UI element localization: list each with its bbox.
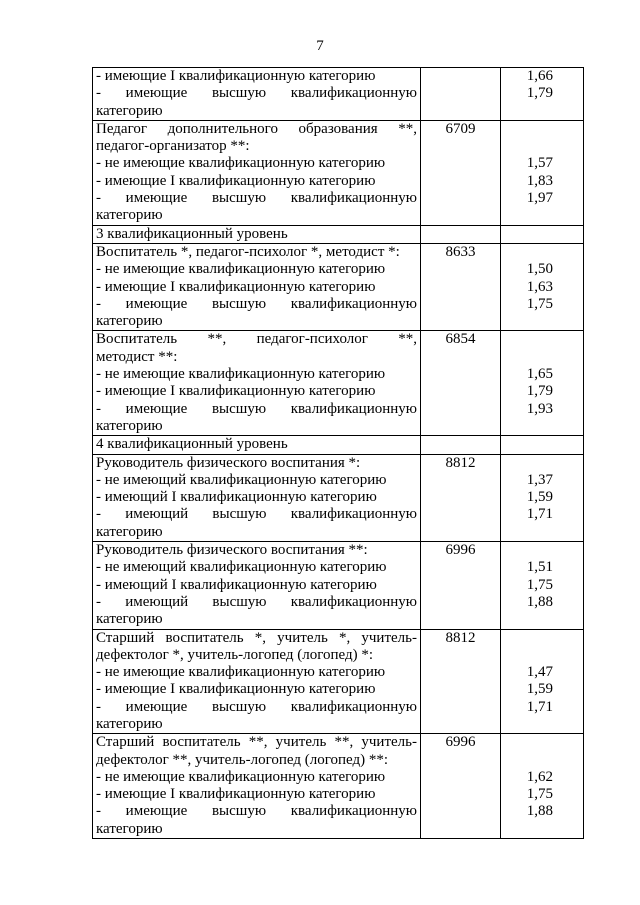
coefficient-value: 1,51 <box>526 559 553 576</box>
category-item-continuation: категорию <box>96 102 163 119</box>
salary-coefficient-table <box>92 67 584 839</box>
category-item: - имеющие высшую квалификационную <box>96 803 417 820</box>
category-item-continuation: категорию <box>96 611 163 628</box>
position-description-cell <box>93 120 421 225</box>
category-item: - не имеющий квалификационную категорию <box>96 471 387 488</box>
category-item: - не имеющие квалификационную категорию <box>96 768 386 785</box>
category-item: - имеющие I квалификационную категорию <box>96 786 376 803</box>
coefficient-cell <box>501 120 584 225</box>
coefficient-value: 1,57 <box>526 155 553 172</box>
coefficient-value: 1,71 <box>526 698 553 715</box>
category-item-continuation: категорию <box>96 207 163 224</box>
coefficient-cell <box>501 542 584 629</box>
coefficient-cell <box>501 68 584 121</box>
category-item: - имеющие I квалификационную категорию <box>96 172 376 189</box>
category-item: - имеющие I квалификационную категорию <box>96 681 376 698</box>
table-row <box>93 68 584 121</box>
coefficient-value: 1,75 <box>526 786 553 803</box>
position-description-cell <box>93 454 421 541</box>
position-title: дефектолог *, учитель-логопед (логопед) *: <box>96 646 374 663</box>
base-salary-cell: 8633 <box>421 243 501 330</box>
coefficient-value: 1,75 <box>526 576 553 593</box>
category-item: - не имеющие квалификационную категорию <box>96 664 386 681</box>
position-title: педагог-организатор **: <box>96 138 250 155</box>
category-item: - имеющие высшую квалификационную <box>96 400 417 417</box>
position-title: Руководитель физического воспитания **: <box>96 542 368 559</box>
category-item-continuation: категорию <box>96 820 163 837</box>
position-description-cell <box>93 629 421 734</box>
coefficient-value: 1,79 <box>526 85 553 102</box>
coefficient-value: 1,88 <box>526 593 553 610</box>
position-title: Воспитатель **, педагог-психолог **, <box>96 331 417 348</box>
empty-cell <box>421 225 501 243</box>
position-description-cell <box>93 734 421 839</box>
table-row <box>93 331 584 436</box>
position-title: методист **: <box>96 348 178 365</box>
category-item: - имеющие высшую квалификационную <box>96 698 417 715</box>
coefficient-value: 1,37 <box>526 471 553 488</box>
category-item: - имеющие I квалификационную категорию <box>96 278 376 295</box>
coefficient-cell <box>501 243 584 330</box>
position-title: Воспитатель *, педагог-психолог *, методист *: <box>96 243 400 260</box>
category-item: - имеющие высшую квалификационную <box>96 85 417 102</box>
coefficient-value: 1,83 <box>526 172 553 189</box>
base-salary-cell: 8812 <box>421 629 501 734</box>
table-row <box>93 734 584 839</box>
category-item-continuation: категорию <box>96 313 163 330</box>
category-item: - имеющие I квалификационную категорию <box>96 383 376 400</box>
coefficient-value: 1,75 <box>526 295 553 312</box>
base-salary-cell: 6854 <box>421 331 501 436</box>
coefficient-value: 1,62 <box>526 768 553 785</box>
position-title: Старший воспитатель *, учитель *, учитель- <box>96 629 417 646</box>
page-number: 7 <box>316 38 324 54</box>
base-salary-cell: 6996 <box>421 542 501 629</box>
coefficient-value: 1,50 <box>526 261 553 278</box>
position-title: дефектолог **, учитель-логопед (логопед) **: <box>96 751 389 768</box>
table-row <box>93 120 584 225</box>
category-item: - имеющий I квалификационную категорию <box>96 489 377 506</box>
table-row <box>93 542 584 629</box>
empty-cell <box>501 436 584 454</box>
coefficient-value: 1,93 <box>526 400 553 417</box>
category-item: - не имеющие квалификационную категорию <box>96 155 386 172</box>
empty-cell <box>421 436 501 454</box>
category-item: - не имеющие квалификационную категорию <box>96 261 386 278</box>
coefficient-cell <box>501 734 584 839</box>
category-item-continuation: категорию <box>96 715 163 732</box>
coefficient-value: 1,97 <box>526 190 553 207</box>
position-title: Старший воспитатель **, учитель **, учитель- <box>96 734 417 751</box>
coefficient-value: 1,66 <box>526 68 553 84</box>
position-title: Педагог дополнительного образования **, <box>96 120 417 137</box>
qualification-level-heading: 3 квалификационный уровень <box>93 225 421 243</box>
category-item: - не имеющие квалификационную категорию <box>96 366 386 383</box>
coefficient-value: 1,59 <box>526 489 553 506</box>
empty-cell <box>501 225 584 243</box>
coefficient-value: 1,63 <box>526 278 553 295</box>
section-row <box>93 436 584 454</box>
position-description-cell <box>93 542 421 629</box>
position-description-cell <box>93 331 421 436</box>
base-salary-cell <box>421 68 501 121</box>
category-item-continuation: категорию <box>96 417 163 434</box>
category-item-continuation: категорию <box>96 523 163 540</box>
table-row <box>93 454 584 541</box>
category-item: - имеющий высшую квалификационную <box>96 506 417 523</box>
category-item: - имеющий высшую квалификационную <box>96 593 417 610</box>
coefficient-value: 1,79 <box>526 383 553 400</box>
section-row <box>93 225 584 243</box>
category-item: - не имеющий квалификационную категорию <box>96 559 387 576</box>
base-salary-cell: 6709 <box>421 120 501 225</box>
table-row <box>93 243 584 330</box>
position-description-cell <box>93 243 421 330</box>
coefficient-value: 1,71 <box>526 506 553 523</box>
base-salary-cell: 6996 <box>421 734 501 839</box>
category-item: - имеющий I квалификационную категорию <box>96 576 377 593</box>
table-row <box>93 629 584 734</box>
coefficient-cell <box>501 629 584 734</box>
category-item: - имеющие I квалификационную категорию <box>96 68 376 84</box>
coefficient-value: 1,59 <box>526 681 553 698</box>
coefficient-cell <box>501 454 584 541</box>
coefficient-value: 1,88 <box>526 803 553 820</box>
qualification-level-heading: 4 квалификационный уровень <box>93 436 421 454</box>
position-description-cell <box>93 68 421 121</box>
category-item: - имеющие высшую квалификационную <box>96 190 417 207</box>
coefficient-value: 1,65 <box>526 366 553 383</box>
coefficient-value: 1,47 <box>526 664 553 681</box>
category-item: - имеющие высшую квалификационную <box>96 295 417 312</box>
coefficient-cell <box>501 331 584 436</box>
base-salary-cell: 8812 <box>421 454 501 541</box>
position-title: Руководитель физического воспитания *: <box>96 454 361 471</box>
